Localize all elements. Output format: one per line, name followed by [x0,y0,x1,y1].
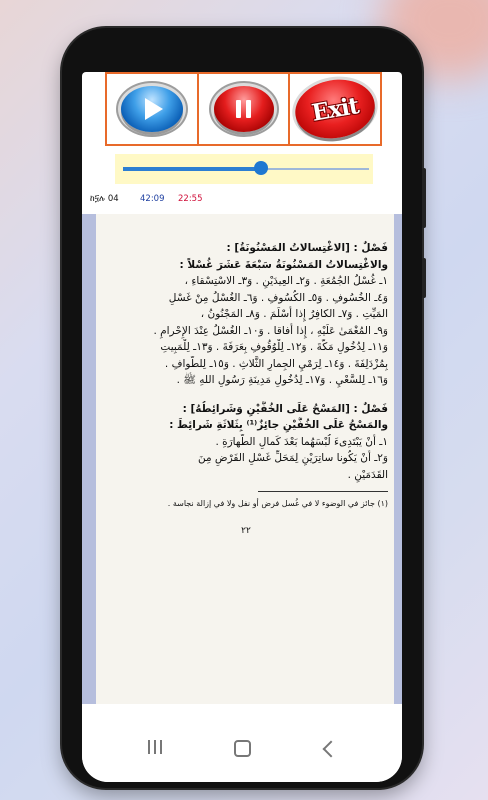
volume-button [422,168,426,228]
phone-frame [62,28,422,788]
power-button [422,258,426,298]
slider-thumb[interactable] [254,161,268,175]
exit-button[interactable] [291,73,380,144]
footnote-rule [258,491,388,492]
play-button[interactable] [121,86,183,132]
navigation-bar [82,720,402,782]
status-row [82,191,402,207]
home-button[interactable] [234,740,251,757]
pause-icon [236,100,241,118]
text-line: وَ٢ـ أَنْ يَكُونا ساتِرَيْنِ لِمَحَلِّ غَسْلِ الفَرْضِ مِنَ [197,452,388,464]
text-line: ١ـ أَنْ يَبْتَدِىءَ لُبْسَهُما بَعْدَ كَمالِ الطَّهارَةِ . [215,435,388,448]
page-number: ٢٢ [241,526,251,536]
play-cell [107,74,199,144]
audio-progress-slider[interactable] [115,154,373,184]
document-viewer[interactable] [82,214,402,704]
text-line: فَصْلٌ : [الاغْتِسالاتُ المَسْنُونَةُ] : [226,242,388,254]
text-line: فَصْلٌ : [المَسْحُ عَلَى الخُفَّيْنِ وَشَرائِطُهُ] : [182,402,388,415]
text-line: وَ٩ـ المُغْمَىٰ عَلَيْهِ ، إِذا أَفاقا . وَ١٠ـ الغُسْلُ عِنْدَ الإِحْرامِ . [153,324,388,337]
pause-icon [246,100,251,118]
media-controls [105,72,382,146]
text-line: بِمُزْدَلِفَةَ . وَ١٤ـ لِرَمْيِ الجِمارِ الثَّلاثِ . وَ١٥ـ لِلطَّوافِ . [164,357,388,370]
slider-fill [123,167,261,171]
app-screen [82,72,402,782]
status-left-text: ከ፶ሉ 04 [90,194,119,204]
footnote: (١) جائز في الوضوء لا في غُسل فرض أو نفل ولا في إزالة نجاسة . [167,499,388,508]
recents-icon [148,740,150,754]
recents-icon [160,740,162,754]
back-button[interactable] [323,741,340,758]
text-line: والمَسْحُ عَلَى الخُفَّيْنِ جائِزٌ⁽¹⁾ بِثَلاثَةِ شَرائِطَ : [169,419,388,431]
exit-cell [290,74,380,144]
text-line: المَيِّتِ . وَ٧ـ الكافِرُ إِذا أَسْلَمَ . وَ٨ـ المَجْنُونُ ، [200,308,388,320]
exit-label: Exit [309,91,361,127]
play-icon [145,98,163,120]
pause-button[interactable] [214,86,274,132]
text-line: وَ٤ـ الخُسُوفِ . وَ٥ـ الكُسُوفِ . وَ٦ـ الغُسْلُ مِنْ غَسْلِ [168,291,388,304]
text-line: ١ـ غُسْلُ الجُمُعَةِ . وَ٢ـ العِيدَيْنِ . وَ٣ـ الاسْتِسْقاءِ ، [184,275,388,287]
elapsed-time: 42:09 [140,194,165,204]
recents-button[interactable] [148,740,162,754]
text-line: وَ١١ـ لِدُخُولِ مَكَّةَ . وَ١٢ـ لِلْوُقُوفِ بِعَرَفَةَ . وَ١٣ـ لِلْمَبِيتِ [160,341,388,353]
recents-icon [154,740,156,754]
total-time: 22:55 [178,194,203,204]
pause-cell [199,74,291,144]
text-line: والاغْتِسالاتُ المَسْنُونَةُ سَبْعَةَ عَشَرَ غُسْلاً : [179,258,388,271]
text-line: وَ١٦ـ لِلسَّعْيِ . وَ١٧ـ لِدُخُولِ مَدِينَةِ رَسُولِ اللهِ ﷺ . [176,374,388,386]
text-line: القَدَمَيْنِ . [347,468,388,481]
page-text [104,240,388,536]
document-page [96,214,394,704]
